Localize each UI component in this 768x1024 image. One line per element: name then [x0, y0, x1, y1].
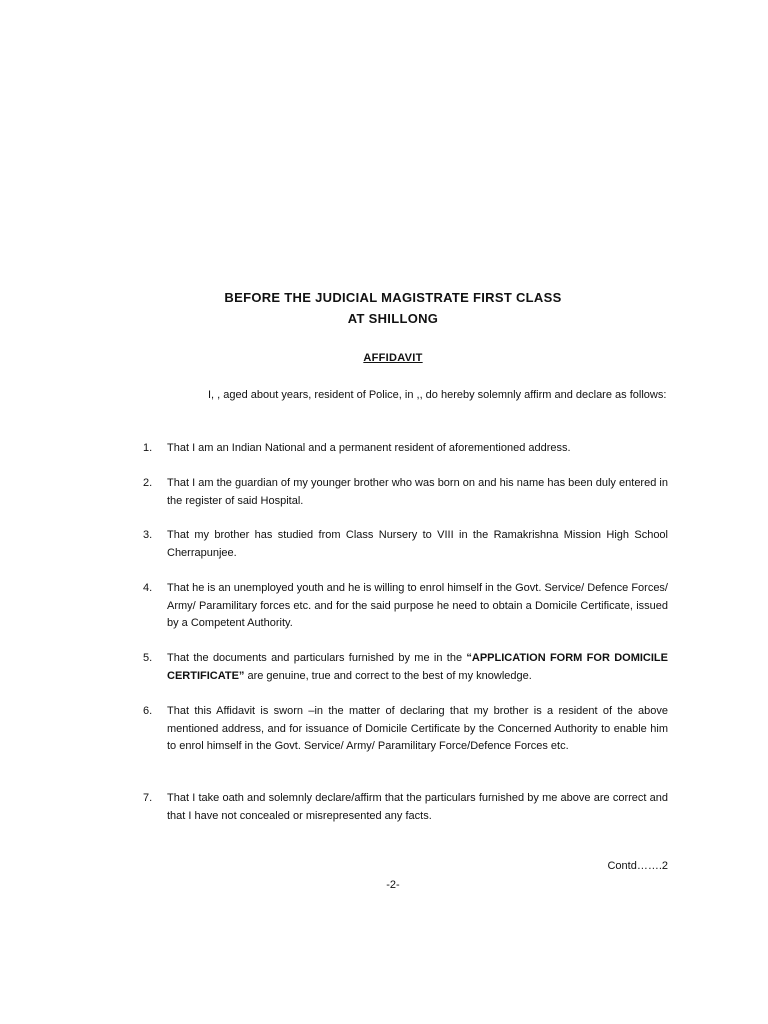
court-location: AT SHILLONG: [347, 311, 439, 326]
court-heading: BEFORE THE JUDICIAL MAGISTRATE FIRST CLASS: [224, 290, 562, 305]
item-number: 3.: [143, 529, 153, 541]
document-title: AFFIDAVIT: [363, 352, 423, 364]
item-text: That my brother has studied from Class Nursery to VIII in the Ramakrishna Mission High School Cherrapunjee.: [167, 529, 668, 559]
item-number: 1.: [143, 442, 153, 454]
item-text: That I take oath and solemnly declare/affirm that the particulars furnished by me above are correct and that I have not concealed or misrepresented any facts.: [167, 792, 668, 822]
item-number: 7.: [143, 792, 153, 804]
item-text-after: are genuine, true and correct to the best of my knowledge.: [244, 669, 532, 682]
item-number: 4.: [143, 582, 153, 594]
form-name-bold: “APPLICATION FORM FOR DOMICILE CERTIFICATE”: [167, 652, 668, 682]
item-number: 5.: [143, 652, 153, 664]
item-text: That he is an unemployed youth and he is willing to enrol himself in the Govt. Service/ Defence Forces/ Army/ Paramilitary forces etc. and for the said purpose he need to obtain a Domicile Certificate, issued by a Competent Authority.: [167, 582, 668, 629]
item-text: [167, 650, 668, 685]
item-text: That I am the guardian of my younger brother who was born on and his name has been duly entered in the register of said Hospital.: [167, 477, 668, 507]
item-text: That this Affidavit is sworn –in the matter of declaring that my brother is a resident of the above mentioned address, and for issuance of Domicile Certificate by the Concerned Authority to enable him to enrol himself in the Govt. Service/ Army/ Paramilitary Force/Defence Forces etc.: [167, 705, 668, 752]
item-number: 2.: [143, 477, 153, 489]
item-text: That I am an Indian National and a permanent resident of aforementioned address.: [167, 442, 571, 454]
item-number: 6.: [143, 705, 153, 717]
page-number: -2-: [386, 879, 400, 891]
intro-paragraph: I, , aged about years, resident of Police, in ,, do hereby solemnly affirm and declare as follows:: [208, 389, 667, 401]
continued-note: Contd…….2: [607, 860, 668, 872]
item-text-before: That the documents and particulars furnished by me in the: [167, 652, 467, 664]
